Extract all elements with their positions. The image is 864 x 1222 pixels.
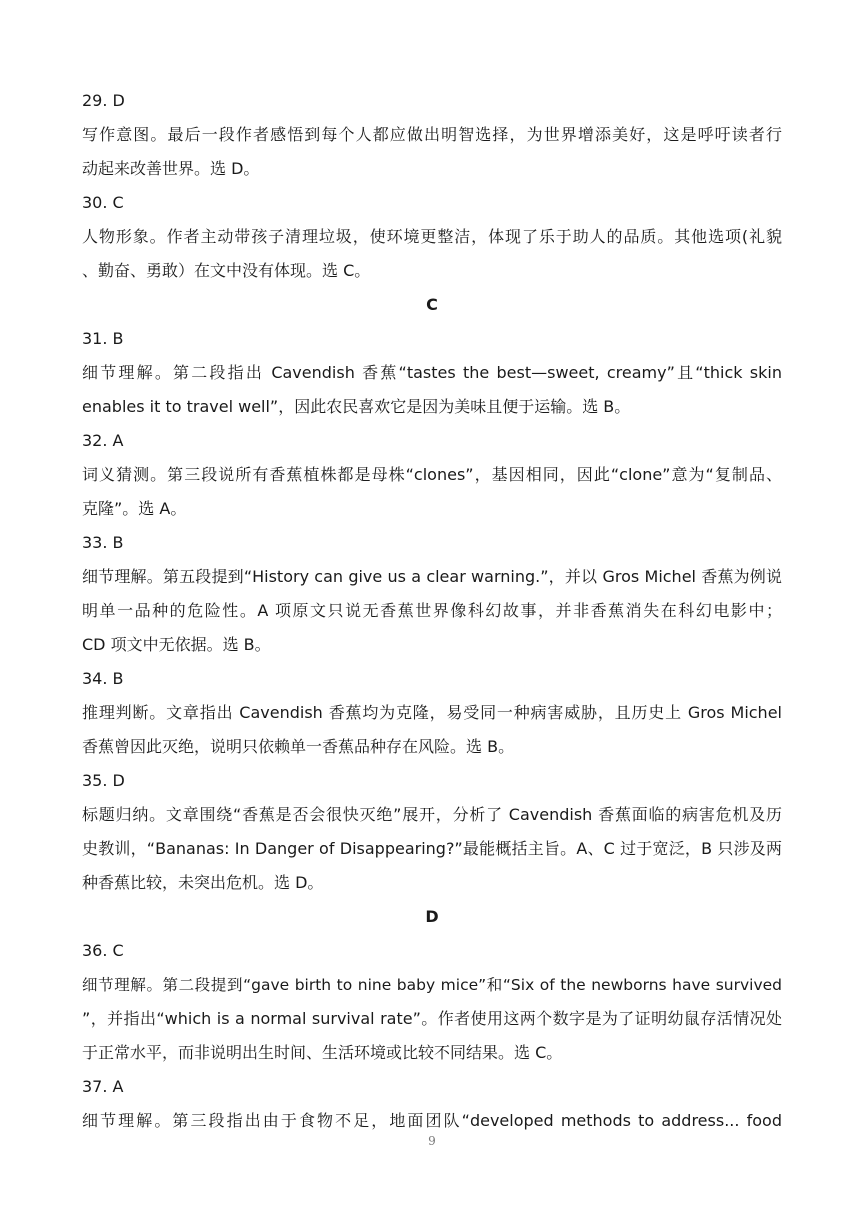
answer-33-explanation-line-3: CD 项文中无依据。选 B。 — [82, 635, 271, 654]
answer-37-label: 37. A — [82, 1077, 124, 1096]
answer-32-explanation-line-1: 词义猜测。第三段说所有香蕉植株都是母株“clones”，基因相同，因此“clone”意为“复制品、 — [82, 465, 782, 484]
answer-35-explanation-line-2: 史教训，“Bananas: In Danger of Disappearing?”最能概括主旨。A、C 过于宽泛，B 只涉及两 — [82, 839, 782, 858]
answer-34-explanation-line-1: 推理判断。文章指出 Cavendish 香蕉均为克隆，易受同一种病害威胁，且历史上 Gros Michel — [82, 703, 782, 722]
answer-32-label: 32. A — [82, 431, 124, 450]
section-heading-d: D — [425, 907, 439, 926]
answer-36-label: 36. C — [82, 941, 124, 960]
answer-34-explanation-line-2: 香蕉曾因此灭绝，说明只依赖单一香蕉品种存在风险。选 B。 — [82, 737, 515, 756]
answer-37-explanation-line-1: 细节理解。第三段指出由于食物不足，地面团队“developed methods to address... food — [82, 1111, 782, 1130]
answer-33-explanation-line-1: 细节理解。第五段提到“History can give us a clear warning.”，并以 Gros Michel 香蕉为例说 — [82, 567, 782, 586]
answer-32-explanation-line-2: 克隆”。选 A。 — [82, 499, 187, 518]
answer-35-explanation-line-3: 种香蕉比较，未突出危机。选 D。 — [82, 873, 324, 892]
answer-29-explanation-line-2: 动起来改善世界。选 D。 — [82, 159, 260, 178]
answer-29-label: 29. D — [82, 91, 125, 110]
answer-36-explanation-line-1: 细节理解。第二段提到“gave birth to nine baby mice”和“Six of the newborns have survived — [82, 976, 782, 994]
answer-31-explanation-line-1: 细节理解。第二段指出 Cavendish 香蕉“tastes the best—sweet, creamy”且“thick skin — [82, 363, 782, 382]
answer-35-label: 35. D — [82, 771, 125, 790]
section-heading-c: C — [426, 295, 438, 314]
answer-33-explanation-line-2: 明单一品种的危险性。A 项原文只说无香蕉世界像科幻故事，并非香蕉消失在科幻电影中； — [82, 601, 782, 620]
answer-33-label: 33. B — [82, 533, 124, 552]
answer-30-label: 30. C — [82, 193, 124, 212]
answer-34-label: 34. B — [82, 669, 124, 688]
answer-36-explanation-line-2: ”，并指出“which is a normal survival rate”。作者使用这两个数字是为了证明幼鼠存活情况处 — [82, 1009, 782, 1028]
answer-35-explanation-line-1: 标题归纳。文章围绕“香蕉是否会很快灭绝”展开，分析了 Cavendish 香蕉面临的病害危机及历 — [82, 805, 782, 824]
answer-29-explanation-line-1: 写作意图。最后一段作者感悟到每个人都应做出明智选择，为世界增添美好，这是呼吁读者行 — [82, 125, 782, 144]
page-number: 9 — [428, 1134, 436, 1148]
answer-31-label: 31. B — [82, 329, 124, 348]
answer-30-explanation-line-2: 、勤奋、勇敢）在文中没有体现。选 C。 — [82, 261, 371, 280]
answer-31-explanation-line-2: enables it to travel well”，因此农民喜欢它是因为美味且便于运输。选 B。 — [82, 397, 631, 416]
answer-36-explanation-line-3: 于正常水平，而非说明出生时间、生活环境或比较不同结果。选 C。 — [82, 1043, 563, 1062]
answer-30-explanation-line-1: 人物形象。作者主动带孩子清理垃圾，使环境更整洁，体现了乐于助人的品质。其他选项(礼貌 — [82, 227, 782, 246]
